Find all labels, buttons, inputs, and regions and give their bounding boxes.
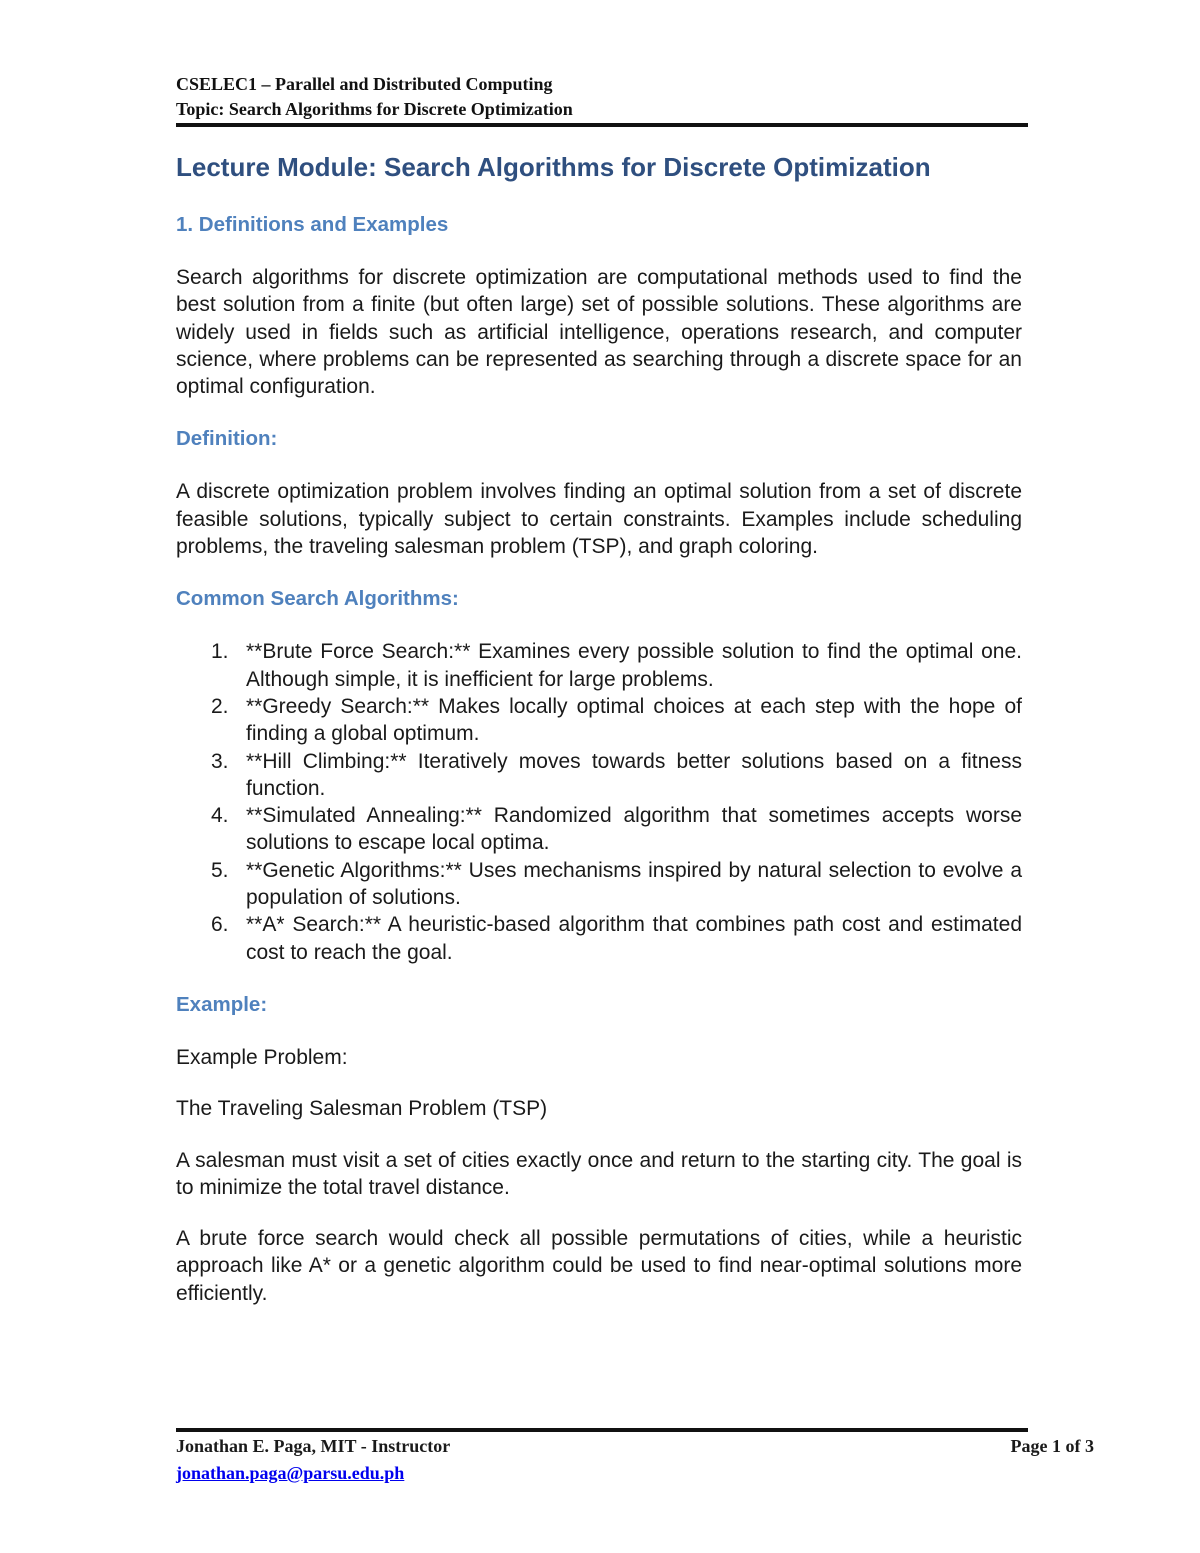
footer-author: Jonathan E. Paga, MIT - Instructor (176, 1436, 451, 1456)
list-item-number: 4. (211, 804, 229, 828)
list-item (176, 911, 1022, 966)
header-divider (176, 123, 1028, 127)
list-item-number: 3. (211, 749, 229, 773)
list-item (176, 693, 1022, 748)
list-item-text: **Greedy Search:** Makes locally optimal choices at each step with the hope of finding a global optimum. (246, 694, 1022, 746)
example-label: Example Problem: (176, 1045, 348, 1069)
example-approach: A brute force search would check all possible permutations of cities, while a heuristic approach like A* or a genetic algorithm could be used to find near-optimal solutions more efficiently. (176, 1227, 1022, 1305)
definition-heading: Definition: (176, 427, 278, 451)
page-footer (176, 1434, 1094, 1459)
list-item (176, 802, 1022, 857)
list-item (176, 638, 1022, 693)
document-body (176, 148, 1022, 1307)
list-item-number: 6. (211, 913, 229, 937)
list-item-number: 5. (211, 858, 229, 882)
intro-paragraph: Search algorithms for discrete optimization are computational methods used to find the best solution from a finite (but often large) set of possible solutions. These algorithms are widely used in fields such as artificial intelligence, operations research, and computer science, where problems can be represented as searching through a discrete space for an optimal configuration. (176, 266, 1022, 399)
list-item-text: **A* Search:** A heuristic-based algorithm that combines path cost and estimated cost to reach the goal. (246, 913, 1022, 964)
example-heading: Example: (176, 992, 268, 1016)
list-item-number: 1. (211, 640, 229, 664)
list-item-text: **Hill Climbing:** Iteratively moves towards better solutions based on a fitness function. (246, 749, 1022, 800)
list-item-text: **Genetic Algorithms:** Uses mechanisms inspired by natural selection to evolve a population of solutions. (246, 858, 1022, 910)
page-header (176, 72, 1028, 122)
algorithms-list (176, 638, 1022, 966)
course-title: CSELEC1 – Parallel and Distributed Computing (176, 74, 553, 94)
list-item-text: **Simulated Annealing:** Randomized algorithm that sometimes accepts worse solutions to escape local optima. (246, 804, 1022, 855)
topic-title: Topic: Search Algorithms for Discrete Optimization (176, 99, 573, 119)
list-item-number: 2. (211, 694, 229, 718)
example-name: The Traveling Salesman Problem (TSP) (176, 1097, 548, 1121)
example-description: A salesman must visit a set of cities exactly once and return to the starting city. The goal is to minimize the total travel distance. (176, 1148, 1022, 1199)
document-title: Lecture Module: Search Algorithms for Discrete Optimization (176, 152, 931, 182)
page-number: Page 1 of 3 (1010, 1436, 1094, 1456)
definition-paragraph: A discrete optimization problem involves finding an optimal solution from a set of discrete feasible solutions, typically subject to certain constraints. Examples include scheduling problems, the traveling salesman problem (TSP), and graph coloring. (176, 480, 1022, 559)
list-item-text: **Brute Force Search:** Examines every possible solution to find the optimal one. Although simple, it is inefficient for large problems. (246, 640, 1022, 691)
list-item (176, 748, 1022, 803)
email-link[interactable]: jonathan.paga@parsu.edu.ph (176, 1463, 405, 1483)
section-heading-definitions: 1. Definitions and Examples (176, 213, 449, 236)
algorithms-heading: Common Search Algorithms: (176, 587, 459, 611)
list-item (176, 857, 1022, 912)
footer-divider (176, 1428, 1028, 1432)
